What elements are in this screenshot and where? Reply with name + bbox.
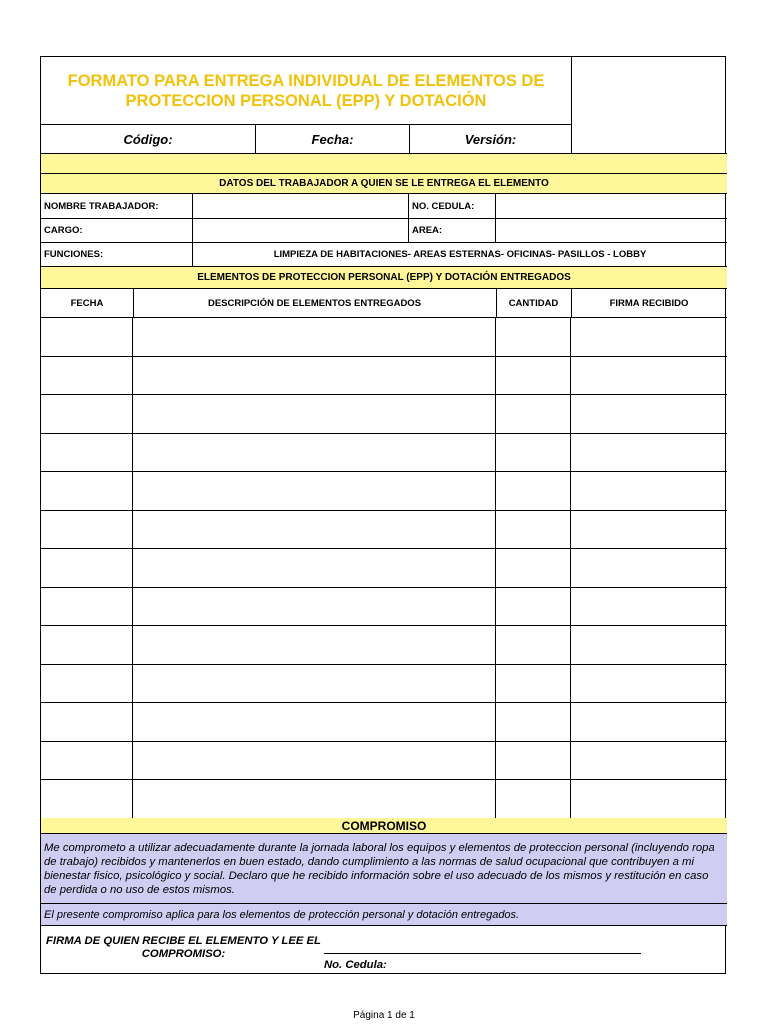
table-cell[interactable] — [133, 780, 496, 819]
compromiso-scope: El presente compromiso aplica para los elementos de protección personal y dotación entregados. — [41, 904, 727, 926]
table-cell[interactable] — [133, 472, 496, 511]
table-cell[interactable] — [41, 434, 133, 473]
table-cell[interactable] — [496, 626, 571, 665]
funciones-label: FUNCIONES: — [41, 243, 193, 266]
table-cell[interactable] — [41, 511, 133, 550]
fecha-label: Fecha: — [256, 125, 410, 154]
table-row — [41, 472, 727, 511]
table-row — [41, 318, 727, 357]
table-cell[interactable] — [571, 780, 727, 819]
worker-row-nombre — [41, 194, 727, 219]
table-cell[interactable] — [571, 742, 727, 781]
version-label: Versión: — [410, 125, 572, 154]
col-fecha: FECHA — [70, 297, 104, 309]
table-cell[interactable] — [133, 626, 496, 665]
worker-row-cargo — [41, 219, 727, 243]
table-cell[interactable] — [41, 780, 133, 819]
table-cell[interactable] — [41, 626, 133, 665]
table-cell[interactable] — [41, 665, 133, 704]
funciones-value: LIMPIEZA DE HABITACIONES- AREAS ESTERNAS- OFICINAS- PASILLOS - LOBBY — [273, 249, 647, 260]
cedula-label: NO. CEDULA: — [409, 194, 496, 218]
table-cell[interactable] — [41, 742, 133, 781]
area-field[interactable] — [496, 219, 727, 242]
firma-label: FIRMA DE QUIEN RECIBE EL ELEMENTO Y LEE EL COMPROMISO: — [46, 935, 321, 960]
cedula-field[interactable] — [496, 194, 727, 218]
col-firma: FIRMA RECIBIDO — [609, 297, 689, 309]
table-row — [41, 626, 727, 665]
table-cell[interactable] — [571, 626, 727, 665]
table-cell[interactable] — [496, 665, 571, 704]
worker-row-funciones — [41, 243, 727, 267]
area-label: AREA: — [409, 219, 496, 242]
table-cell[interactable] — [41, 395, 133, 434]
table-cell[interactable] — [133, 357, 496, 396]
table-cell[interactable] — [496, 742, 571, 781]
table-cell[interactable] — [496, 434, 571, 473]
nombre-label: NOMBRE TRABAJADOR: — [41, 194, 193, 218]
table-cell[interactable] — [496, 395, 571, 434]
table-cell[interactable] — [41, 318, 133, 357]
table-cell[interactable] — [571, 318, 727, 357]
cargo-label: CARGO: — [41, 219, 193, 242]
cargo-field[interactable] — [193, 219, 409, 242]
column-divider — [133, 289, 134, 317]
table-cell[interactable] — [496, 588, 571, 627]
table-cell[interactable] — [41, 472, 133, 511]
table-cell[interactable] — [571, 665, 727, 704]
table-row — [41, 703, 727, 742]
table-cell[interactable] — [571, 434, 727, 473]
table-row — [41, 742, 727, 781]
column-divider — [496, 289, 497, 317]
table-cell[interactable] — [133, 395, 496, 434]
yellow-band — [41, 154, 727, 174]
form-title: FORMATO PARA ENTREGA INDIVIDUAL DE ELEMENTOS DE PROTECCION PERSONAL (EPP) Y DOTACIÓN — [41, 57, 572, 125]
table-cell[interactable] — [41, 588, 133, 627]
table-cell[interactable] — [133, 511, 496, 550]
table-cell[interactable] — [133, 665, 496, 704]
table-cell[interactable] — [496, 318, 571, 357]
table-row — [41, 357, 727, 396]
table-row — [41, 549, 727, 588]
table-row — [41, 588, 727, 627]
items-header-row — [41, 289, 727, 318]
table-cell[interactable] — [571, 357, 727, 396]
table-cell[interactable] — [496, 703, 571, 742]
table-cell[interactable] — [41, 703, 133, 742]
logo-box — [572, 57, 727, 154]
items-section-title: ELEMENTOS DE PROTECCION PERSONAL (EPP) Y DOTACIÓN ENTREGADOS — [41, 267, 727, 289]
table-cell[interactable] — [133, 742, 496, 781]
table-cell[interactable] — [496, 549, 571, 588]
table-cell[interactable] — [496, 780, 571, 819]
compromiso-text: Me comprometo a utilizar adecuadamente durante la jornada laboral los equipos y elementos de proteccion personal (incluyendo ropa de trabajo) recibidos y mantenerlos en buen estado, dando cumplimiento a las normas de salud ocupacional que contribuyen a mi bienestar fisico, psicológico y social. Declaro que he recibido información sobre el uso adecuado de los mismos y restitución en caso de perdida o no uso de estos mismos. — [41, 834, 727, 904]
table-cell[interactable] — [133, 549, 496, 588]
table-cell[interactable] — [41, 357, 133, 396]
nombre-field[interactable] — [193, 194, 409, 218]
compromiso-title: COMPROMISO — [41, 818, 727, 834]
table-cell[interactable] — [571, 549, 727, 588]
table-row — [41, 665, 727, 704]
table-cell[interactable] — [133, 434, 496, 473]
table-cell[interactable] — [571, 395, 727, 434]
table-row — [41, 780, 727, 819]
codigo-label: Código: — [41, 125, 256, 154]
table-cell[interactable] — [571, 588, 727, 627]
column-divider — [571, 289, 572, 317]
table-cell[interactable] — [571, 511, 727, 550]
table-cell[interactable] — [496, 472, 571, 511]
table-cell[interactable] — [133, 703, 496, 742]
epp-delivery-form — [40, 56, 726, 974]
table-cell[interactable] — [571, 472, 727, 511]
table-row — [41, 434, 727, 473]
table-cell[interactable] — [41, 549, 133, 588]
compromiso-cedula-label: No. Cedula: — [324, 959, 387, 971]
table-cell[interactable] — [571, 703, 727, 742]
col-cantidad: CANTIDAD — [508, 297, 559, 309]
table-row — [41, 395, 727, 434]
table-cell[interactable] — [133, 588, 496, 627]
table-cell[interactable] — [133, 318, 496, 357]
page-number: Página 1 de 1 — [353, 1010, 415, 1021]
firma-line[interactable] — [324, 953, 641, 954]
table-cell[interactable] — [496, 511, 571, 550]
table-cell[interactable] — [496, 357, 571, 396]
worker-section-title: DATOS DEL TRABAJADOR A QUIEN SE LE ENTREGA EL ELEMENTO — [41, 174, 727, 194]
table-row — [41, 511, 727, 550]
col-descripcion: DESCRIPCIÓN DE ELEMENTOS ENTREGADOS — [207, 297, 422, 309]
